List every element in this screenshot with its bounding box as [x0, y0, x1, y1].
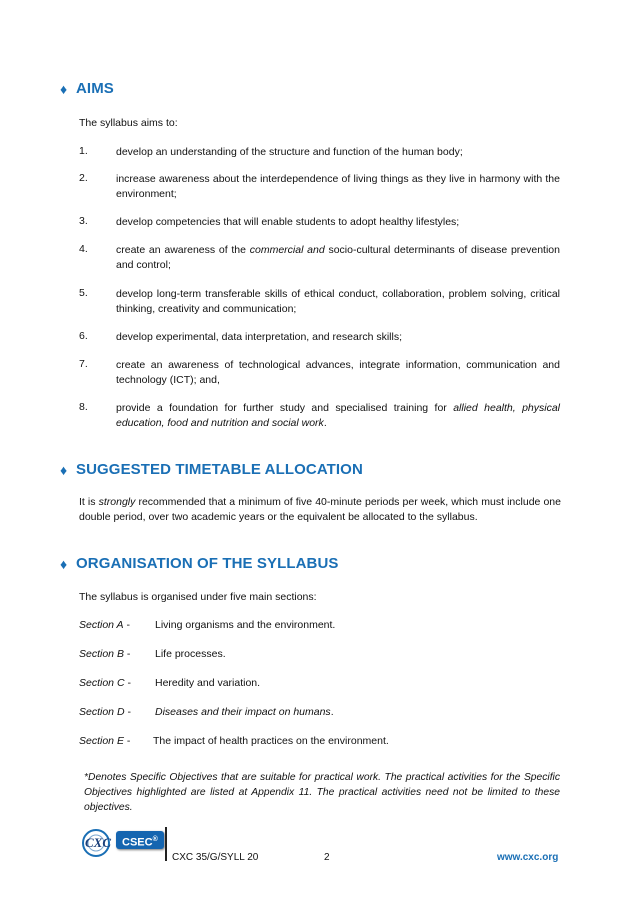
section-label: Section D -: [79, 706, 131, 718]
cxc-logo: [82, 826, 162, 860]
website-link[interactable]: www.cxc.org: [497, 852, 559, 863]
aim-text: develop long-term transferable skills of ethical conduct, collaboration, problem solving, critical thinking, creativity and communication;: [116, 288, 560, 315]
organisation-title: ORGANISATION OF THE SYLLABUS: [76, 555, 339, 572]
aim-number: 7.: [79, 358, 88, 370]
aim-text: increase awareness about the interdependence of living things as they live in harmony with the environment;: [116, 173, 560, 200]
practical-note: *Denotes Specific Objectives that are suitable for practical work. The practical activities for the Specific Objectives highlighted are listed at Appendix 11. The practical activities need not be limited to these objectives.: [84, 772, 560, 813]
timetable-heading: [60, 461, 363, 478]
footer-syllabus-code: CXC 35/G/SYLL 20: [172, 852, 259, 863]
csec-badge: CSEC®: [116, 831, 164, 849]
aims-title: AIMS: [76, 80, 114, 97]
section-text: Heredity and variation.: [155, 677, 261, 689]
organisation-heading: [60, 555, 339, 572]
section-label: Section B -: [79, 648, 131, 660]
bullet-diamond-icon: ♦: [60, 80, 68, 97]
section-label: Section E -: [79, 735, 131, 747]
aim-number: 8.: [79, 401, 88, 413]
aim-text: create an awareness of technological advances, integrate information, communication and technology (ICT); and,: [116, 359, 560, 386]
bullet-diamond-icon: ♦: [60, 461, 68, 478]
aim-text: develop experimental, data interpretation, and research skills;: [116, 331, 402, 343]
cxc-logo-text: CXC: [85, 835, 112, 850]
aims-intro: The syllabus aims to:: [79, 117, 178, 129]
aims-heading: [60, 80, 114, 97]
section-text: Diseases and their impact on humans.: [155, 706, 334, 718]
section-label: Section A -: [79, 619, 130, 631]
aim-text: develop an understanding of the structure and function of the human body;: [116, 146, 463, 158]
aim-number: 6.: [79, 330, 88, 342]
aim-number: 1.: [79, 145, 88, 157]
timetable-text: It is strongly recommended that a minimum of five 40-minute periods per week, which must include one double period, over two academic years or the equivalent be allocated to the syllabus.: [79, 496, 561, 523]
section-text: The impact of health practices on the environment.: [153, 735, 389, 747]
aim-italic: commercial and: [249, 244, 325, 256]
aim-italic: allied health, physical education, food and nutrition and social work: [116, 402, 561, 429]
bullet-diamond-icon: ♦: [60, 555, 68, 572]
organisation-intro: The syllabus is organised under five main sections:: [79, 591, 317, 603]
aim-number: 4.: [79, 243, 88, 255]
footer-divider: [165, 827, 167, 861]
timetable-italic: strongly: [98, 496, 136, 508]
aim-number: 3.: [79, 215, 88, 227]
timetable-title: SUGGESTED TIMETABLE ALLOCATION: [76, 461, 363, 478]
aim-text: create an awareness of the commercial and socio-cultural determinants of disease prevention and control;: [116, 244, 560, 271]
section-text: Living organisms and the environment.: [155, 619, 336, 631]
aim-text: develop competencies that will enable students to adopt healthy lifestyles;: [116, 216, 460, 228]
aim-text: provide a foundation for further study and specialised training for allied health, physical education, food and nutrition and social work.: [116, 402, 561, 429]
page-number: 2: [324, 852, 330, 863]
section-label: Section C -: [79, 677, 131, 689]
aim-number: 5.: [79, 287, 88, 299]
aim-number: 2.: [79, 172, 88, 184]
section-text: Life processes.: [155, 648, 226, 660]
